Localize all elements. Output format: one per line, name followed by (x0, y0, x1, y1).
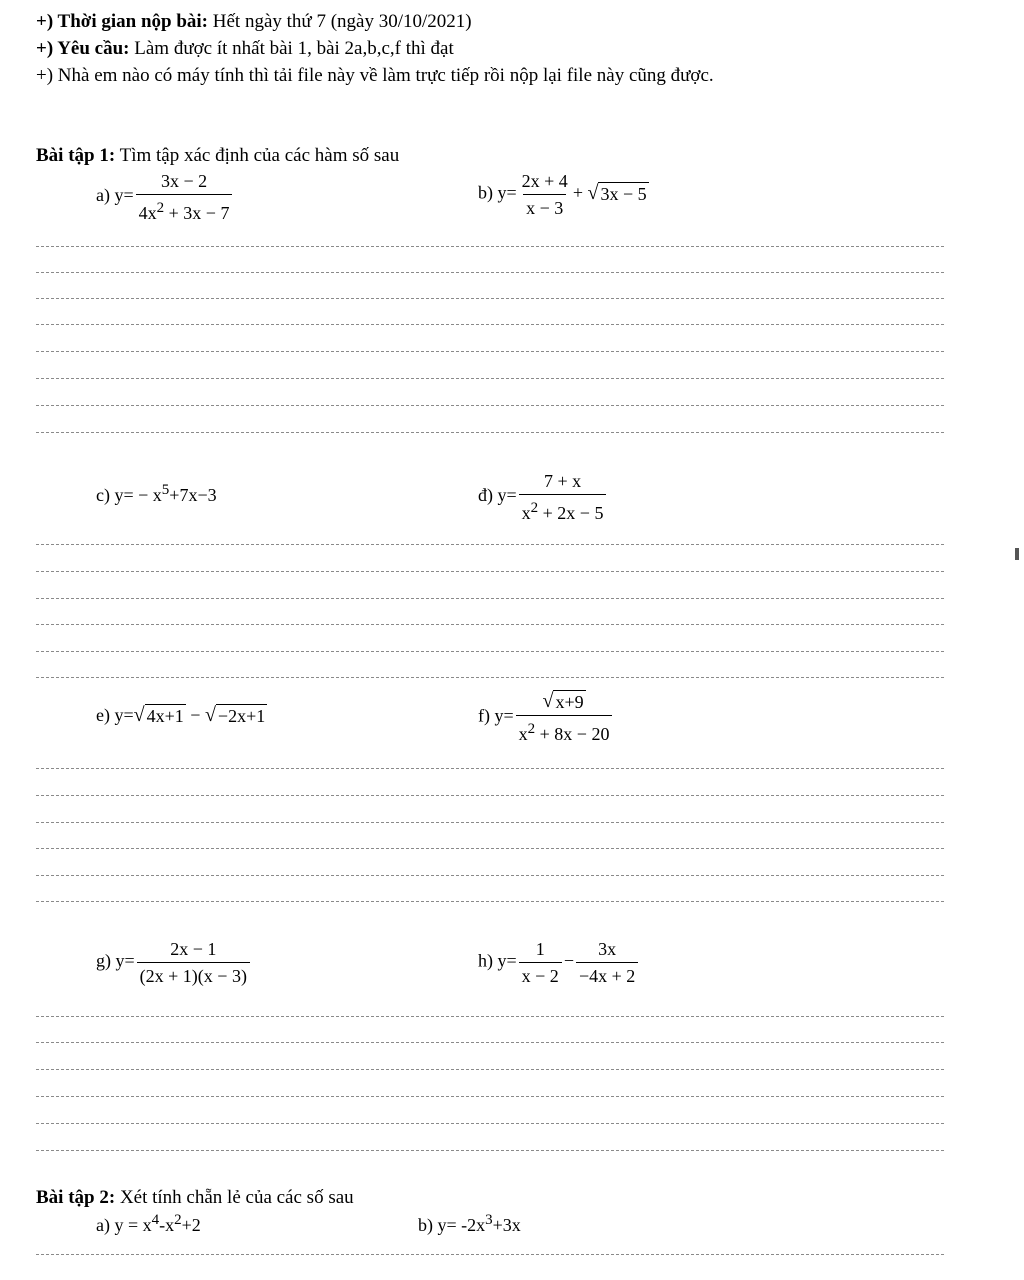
answer-line[interactable] (36, 848, 944, 849)
answer-line[interactable] (36, 405, 944, 406)
answer-line[interactable] (36, 571, 944, 572)
exercise-1c: c) $y= - x^5+7x-3$ (96, 482, 217, 505)
answer-line[interactable] (36, 1254, 944, 1255)
answer-line[interactable] (36, 875, 944, 876)
answer-line[interactable] (36, 1042, 944, 1043)
answer-line[interactable] (36, 651, 944, 652)
exercise-1a: a) y= $\frac{3x - 2}{4x^2 + 3x - 7}$ (96, 170, 234, 224)
requirement-value: Làm được ít nhất bài 1, bài 2a,b,c,f thì đạt (129, 38, 454, 59)
answer-line[interactable] (36, 768, 944, 769)
deadline-label: +) Thời gian nộp bài: (36, 11, 209, 32)
answer-line[interactable] (36, 1123, 944, 1124)
answer-line[interactable] (36, 677, 944, 678)
fraction: $\frac{2x - 1}{(2x + 1)(x - 3)}$ (137, 938, 250, 987)
exercise1-label: Bài tập 1: (36, 145, 116, 166)
exercise-1g: g) y= $\frac{2x - 1}{(2x + 1)(x - 3)}$ (96, 938, 252, 987)
exercise-1b: b) y= $\frac{2x + 4}{x - 3}$ + √ 3x − 5 (478, 171, 647, 218)
fraction: $\frac{7 + x}{x^2 + 2x - 5}$ (519, 470, 607, 524)
exercise2-title (36, 1186, 354, 1210)
fraction: √ x+9 $x^2 + 8x - 20$ (516, 690, 613, 745)
exercise-1d: đ) y= $\frac{7 + x}{x^2 + 2x - 5}$ (478, 470, 608, 524)
requirement-label: +) Yêu cầu: (36, 38, 130, 59)
square-root: √ x+9 (542, 690, 584, 712)
note-line: +) Nhà em nào có máy tính thì tải file này về làm trực tiếp rồi nộp lại file này cũng được. (36, 65, 714, 86)
square-root: √ 3x − 5 (587, 181, 647, 204)
answer-line[interactable] (36, 822, 944, 823)
exercise1-title (36, 144, 399, 168)
answer-line[interactable] (36, 324, 944, 325)
answer-line[interactable] (36, 432, 944, 433)
answer-line[interactable] (36, 624, 944, 625)
deadline-line (36, 10, 472, 34)
answer-line[interactable] (36, 246, 944, 247)
exercise-2a: a) $y = x^4-x^2+2$ (96, 1212, 201, 1235)
exercise2-label: Bài tập 2: (36, 1187, 116, 1208)
answer-line[interactable] (36, 1150, 944, 1151)
square-root: √ −2x+1 (204, 704, 266, 726)
answer-line[interactable] (36, 901, 944, 902)
answer-line[interactable] (36, 544, 944, 545)
fraction: $\frac{2x + 4}{x - 3}$ (521, 171, 568, 218)
exercise-2b: b) $y= -2x^3+3x$ (418, 1212, 521, 1235)
answer-line[interactable] (36, 378, 944, 379)
page-edge-mark (1015, 548, 1019, 560)
requirement-line (36, 37, 454, 61)
answer-line[interactable] (36, 598, 944, 599)
exercise-1e: e) y= √ 4x+1 − √ −2x+1 (96, 704, 266, 726)
fraction: $\frac{3x}{-4x + 2}$ (576, 938, 638, 987)
fraction: $\frac{1}{x - 2}$ (519, 938, 562, 987)
answer-line[interactable] (36, 795, 944, 796)
deadline-value: Hết ngày thứ 7 (ngày 30/10/2021) (208, 11, 472, 32)
answer-line[interactable] (36, 351, 944, 352)
answer-line[interactable] (36, 272, 944, 273)
exercise-1f: f) y= √ x+9 $x^2 + 8x - 20$ (478, 690, 614, 745)
answer-line[interactable] (36, 298, 944, 299)
answer-line[interactable] (36, 1096, 944, 1097)
exercise-1h: h) y= $\frac{1}{x - 2}$ − $\frac{3x}{-4x + 2}$ (478, 938, 640, 987)
fraction: $\frac{3x - 2}{4x^2 + 3x - 7}$ (136, 170, 233, 224)
square-root: √ 4x+1 (133, 704, 184, 726)
answer-line[interactable] (36, 1016, 944, 1017)
exercise1-text: Tìm tập xác định của các hàm số sau (115, 145, 400, 166)
exercise2-text: Xét tính chẵn lẻ của các số sau (115, 1187, 354, 1208)
answer-line[interactable] (36, 1069, 944, 1070)
